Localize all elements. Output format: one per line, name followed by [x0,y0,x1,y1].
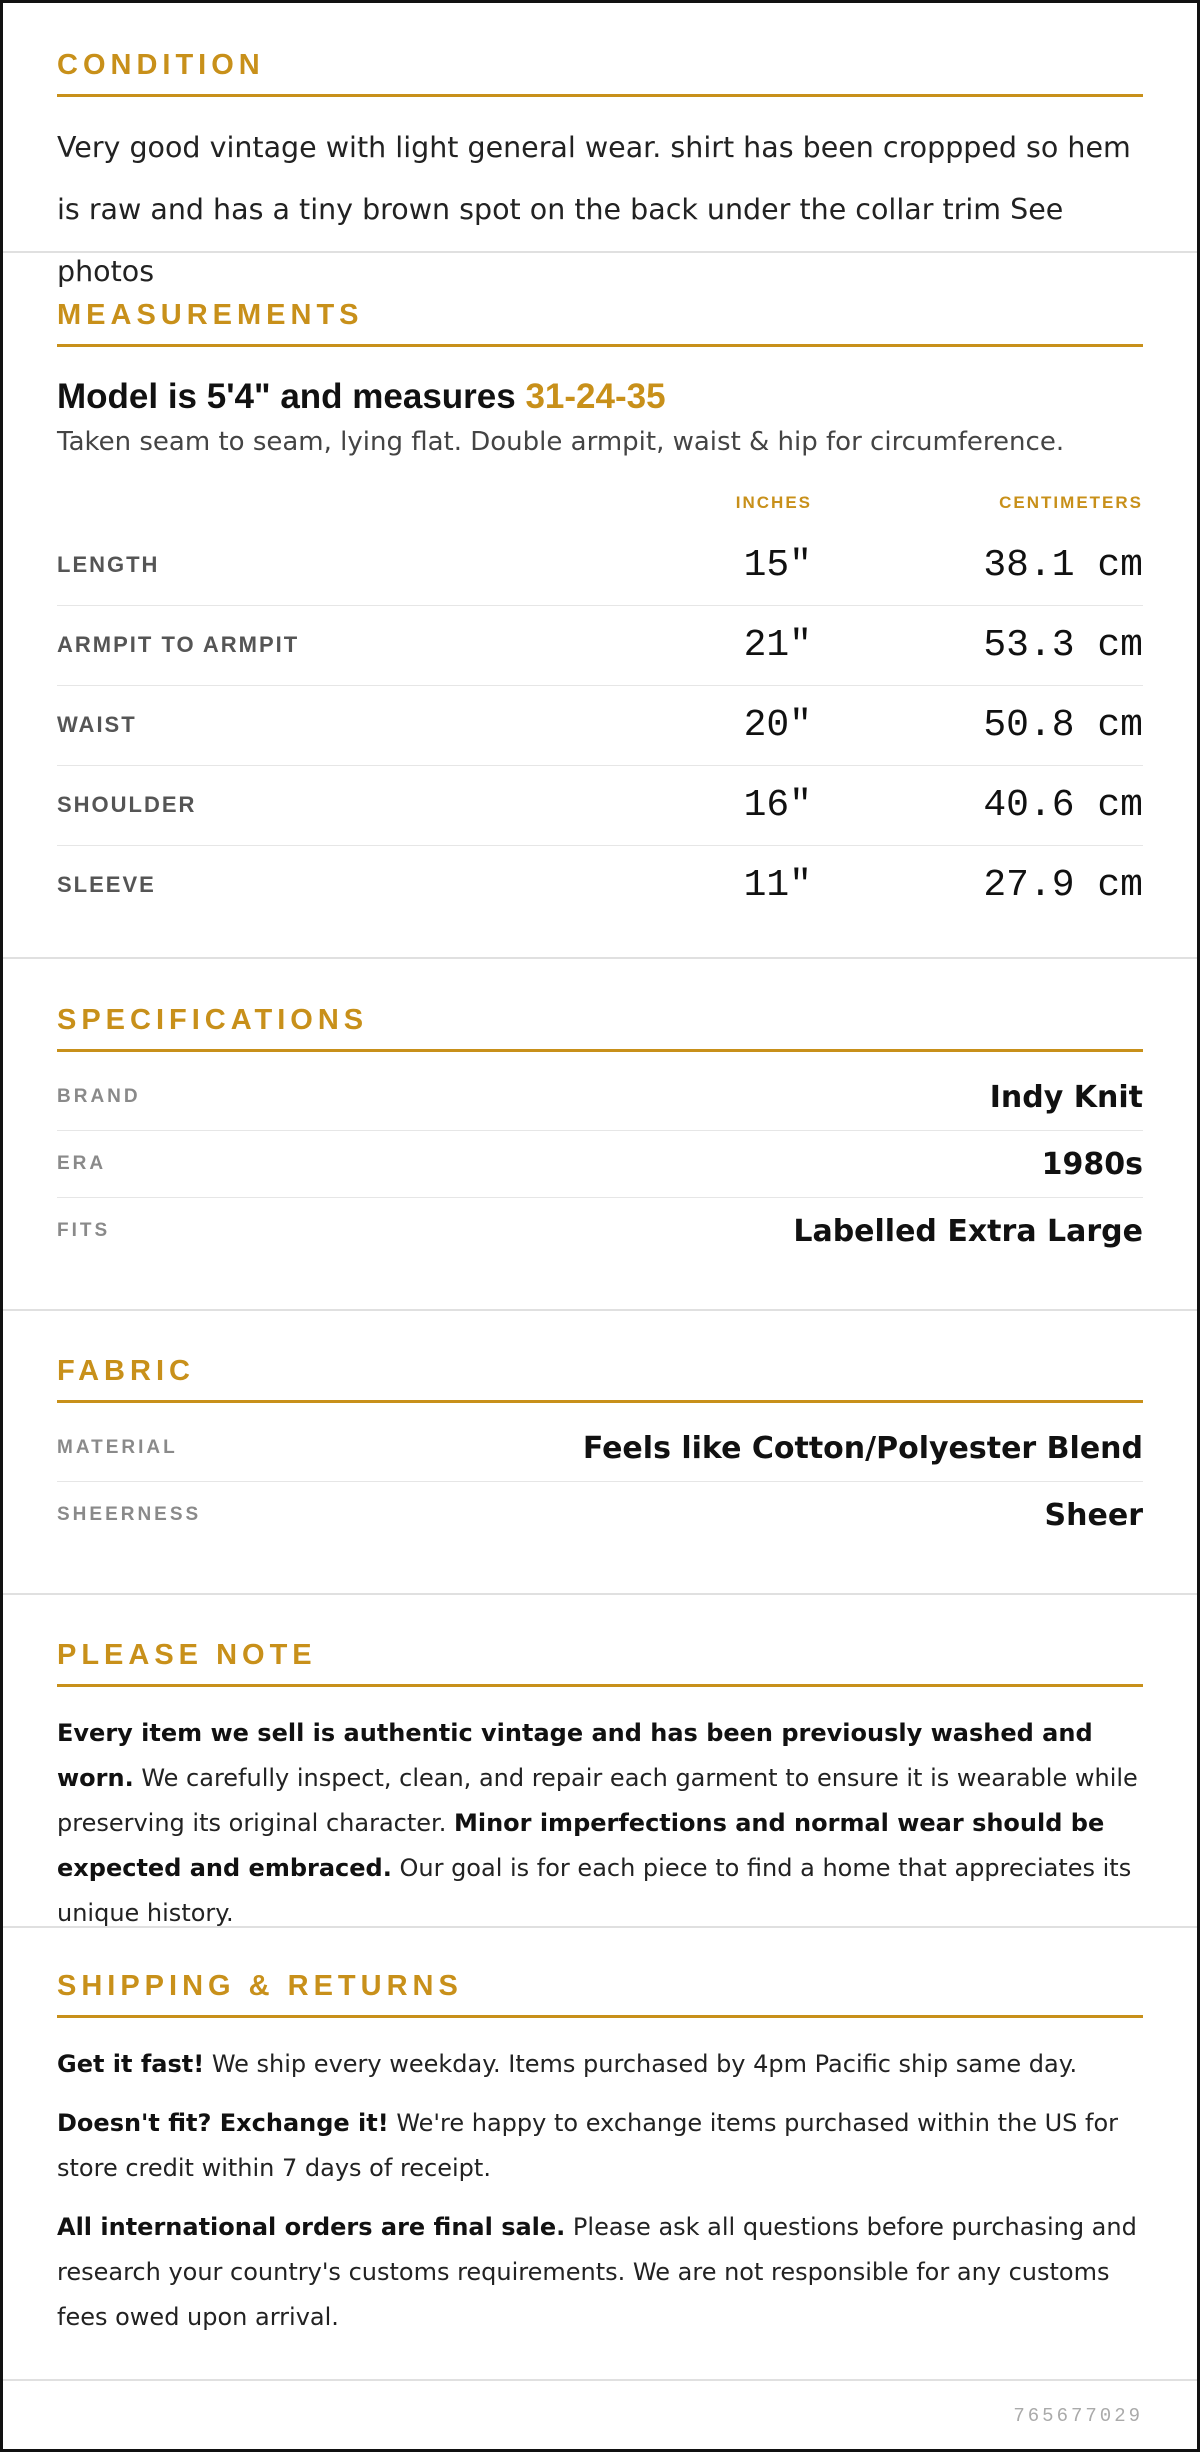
fabric-label: SHEERNESS [57,1504,202,1525]
model-prefix: Model is 5'4" and measures [57,377,526,416]
measurements-table [57,526,1143,925]
shipping-paragraph-international [57,2205,1143,2340]
note-text-1: We carefully inspect, clean, and repair each garment to ensure it is wearable while preserving its original character. [57,1764,1138,1837]
note-bold-2: Minor imperfections and normal wear should be expected and embraced. [57,1809,1105,1882]
shipping-bold: Get it fast! [57,2050,205,2078]
measurement-row [57,526,1143,606]
spec-value: Indy Knit [989,1079,1143,1115]
spec-row-fits [57,1198,1143,1264]
spec-value: 1980s [1041,1146,1143,1182]
shipping-returns-title: SHIPPING & RETURNS [57,1972,1143,2018]
condition-text: Very good vintage with light general wear. shirt has been croppped so hem is raw and has a tiny brown spot on the back under the collar trim See photos [57,131,1131,288]
shipping-paragraph-exchange [57,2101,1143,2191]
spec-row-era [57,1131,1143,1198]
specifications-list [57,1064,1143,1264]
fabric-title: FABRIC [57,1357,1143,1403]
shipping-paragraph-fast [57,2042,1143,2087]
measurements-title: MEASUREMENTS [57,301,1143,347]
shipping-bold: Doesn't fit? Exchange it! [57,2109,389,2137]
specifications-title: SPECIFICATIONS [57,1006,1143,1052]
measurement-cm: 38.1 cm [983,543,1143,587]
model-measures-value: 31-24-35 [525,377,666,416]
please-note-text [57,1711,1143,1936]
shipping-bold: All international orders are final sale. [57,2213,566,2241]
measurements-header [57,488,1143,518]
footer [3,2381,1197,2451]
spec-label: ERA [57,1153,107,1174]
measurement-inches: 15" [743,543,812,587]
fabric-row-material [57,1415,1143,1482]
measurement-inches: 11" [743,863,812,907]
measurement-inches: 21" [743,623,812,667]
header-inches: INCHES [735,492,812,512]
measurement-note: Taken seam to seam, lying flat. Double armpit, waist & hip for circumference. [57,427,1065,457]
fabric-section [3,1311,1197,1595]
spec-value: Labelled Extra Large [793,1213,1143,1249]
shipping-returns-section [3,1928,1197,2381]
fabric-value: Sheer [1044,1497,1143,1533]
condition-section [3,3,1197,288]
note-text-2: Our goal is for each piece to find a home that appreciates its unique history. [57,1854,1132,1927]
note-bold-1: Every item we sell is authentic vintage and has been previously washed and worn. [57,1719,1093,1792]
please-note-section [3,1595,1197,1928]
spec-label: FITS [57,1220,111,1241]
fabric-label: MATERIAL [57,1437,178,1458]
fabric-value: Feels like Cotton/Polyester Blend [582,1430,1143,1466]
measurement-cm: 40.6 cm [983,783,1143,827]
measurement-label: LENGTH [57,552,160,578]
measurement-row [57,606,1143,686]
spec-row-brand [57,1064,1143,1131]
model-measurements [57,379,1143,414]
measurement-label: SHOULDER [57,792,197,818]
fabric-list [57,1415,1143,1548]
shipping-text: We're happy to exchange items purchased within the US for store credit within 7 days of receipt. [57,2109,1119,2182]
please-note-title: PLEASE NOTE [57,1641,1143,1687]
measurement-inches: 16" [743,783,812,827]
sku-number: 765677029 [1013,2405,1143,2427]
spec-label: BRAND [57,1086,141,1107]
header-centimeters: CENTIMETERS [999,492,1143,512]
specifications-section [3,959,1197,1311]
measurement-cm: 27.9 cm [983,863,1143,907]
shipping-text: We ship every weekday. Items purchased by 4pm Pacific ship same day. [204,2050,1078,2078]
fabric-row-sheerness [57,1482,1143,1548]
measurement-label: SLEEVE [57,872,156,898]
measurement-row [57,846,1143,925]
measurement-cm: 50.8 cm [983,703,1143,747]
measurement-label: ARMPIT TO ARMPIT [57,632,300,658]
measurement-row [57,686,1143,766]
measurement-label: WAIST [57,712,137,738]
measurements-section [3,253,1197,959]
measurement-row [57,766,1143,846]
condition-title: CONDITION [57,51,1143,97]
measurement-inches: 20" [743,703,812,747]
shipping-text: Please ask all questions before purchasing and research your country's customs requirements. We are not responsible for any customs fees owed upon arrival. [57,2213,1137,2331]
measurement-cm: 53.3 cm [983,623,1143,667]
